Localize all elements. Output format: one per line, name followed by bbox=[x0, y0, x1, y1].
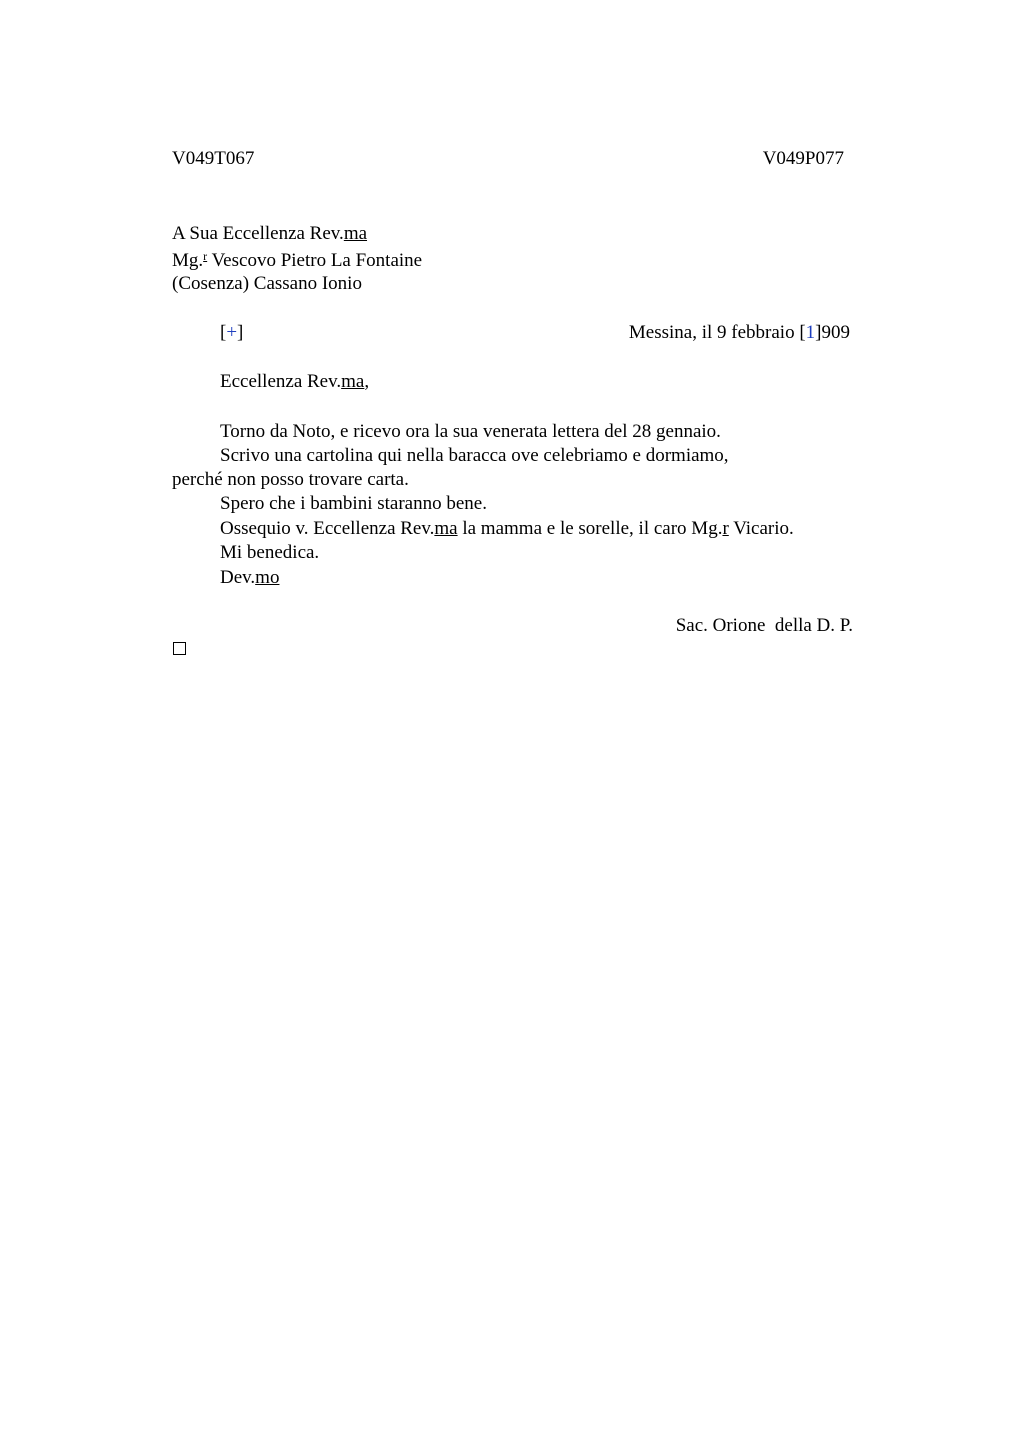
address-line-2-sup: r bbox=[203, 249, 208, 263]
cross-mark bbox=[220, 323, 243, 342]
header-right-code: V049P077 bbox=[762, 148, 844, 169]
body-line-3: perché non posso trovare carta. bbox=[172, 469, 409, 490]
place-date-text: Messina, il 9 febbraio [ bbox=[628, 322, 806, 343]
body-line-5-middle: la mamma e le sorelle, il caro Mg. bbox=[457, 518, 723, 539]
body-line-4: Spero che i bambini staranno bene. bbox=[220, 493, 487, 514]
checkbox-square-icon bbox=[173, 642, 186, 655]
place-date bbox=[629, 323, 850, 342]
address-line-3: (Cosenza) Cassano Ionio bbox=[172, 273, 362, 294]
body-line-5-suffix: Vicario. bbox=[728, 518, 794, 539]
address-line-1-abbr: ma bbox=[343, 223, 368, 244]
year-insert: 1 bbox=[805, 322, 816, 343]
signature: Sac. Orione della D. P. bbox=[675, 615, 853, 636]
closing bbox=[220, 568, 279, 587]
salutation-abbr: ma bbox=[341, 371, 365, 392]
body-line-5-abbr-2: r bbox=[722, 518, 729, 539]
body-line-5-text: Ossequio v. Eccellenza Rev. bbox=[220, 518, 435, 539]
salutation-comma: , bbox=[364, 371, 370, 392]
body-line-5 bbox=[220, 519, 794, 538]
address-line-2 bbox=[172, 250, 422, 270]
address-line-2-rest: Vescovo Pietro La Fontaine bbox=[207, 250, 423, 271]
salutation-text: Eccellenza Rev. bbox=[220, 371, 342, 392]
salutation bbox=[220, 372, 369, 391]
closing-abbr: mo bbox=[255, 567, 280, 588]
address-line-1-text: A Sua Eccellenza Rev. bbox=[172, 223, 344, 244]
address-line-1 bbox=[172, 224, 367, 243]
closing-text: Dev. bbox=[220, 567, 256, 588]
body-line-6: Mi benedica. bbox=[220, 542, 320, 563]
header-left-code: V049T067 bbox=[172, 148, 255, 169]
cross-close-bracket: ] bbox=[237, 322, 244, 343]
cross-icon: + bbox=[226, 322, 238, 343]
address-line-2-text: Mg. bbox=[172, 250, 204, 271]
cross-open-bracket: [ bbox=[220, 322, 227, 343]
body-line-2: Scrivo una cartolina qui nella baracca ove celebriamo e dormiamo, bbox=[220, 445, 729, 466]
body-line-5-abbr-1: ma bbox=[434, 518, 458, 539]
year-suffix: ]909 bbox=[815, 322, 850, 343]
body-line-1: Torno da Noto, e ricevo ora la sua venerata lettera del 28 gennaio. bbox=[220, 421, 721, 442]
